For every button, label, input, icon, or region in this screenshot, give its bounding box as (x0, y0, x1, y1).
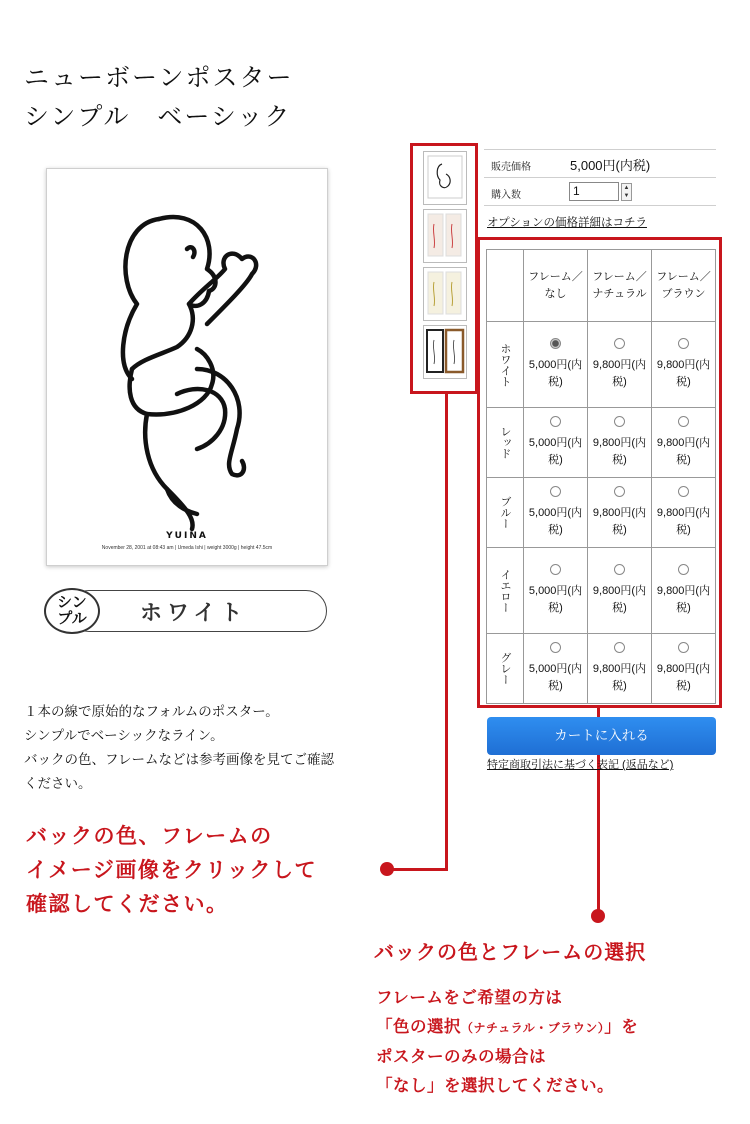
option-cell[interactable] (652, 478, 716, 548)
select-note-title: バックの色とフレームの選択 (374, 942, 647, 964)
description-line: １本の線で原始的なフォルムのポスター。 (24, 704, 279, 719)
option-radio[interactable] (678, 416, 689, 427)
description-line: バックの色、フレームなどは参考画像を見てご確認 (24, 752, 334, 767)
option-price: 9,800円(内税) (592, 663, 647, 692)
option-price: 5,000円(内税) (528, 507, 583, 536)
quantity-stepper[interactable]: ▲ ▼ (621, 183, 632, 201)
options-detail-link[interactable]: オプションの価格詳細はコチラ (487, 217, 647, 229)
option-radio[interactable] (614, 642, 625, 653)
poster-preview-image (46, 168, 328, 566)
header-frame-none: フレーム／なし (524, 250, 588, 322)
option-cell[interactable] (652, 408, 716, 478)
thumbnail-strip (410, 143, 478, 394)
price-value: 5,000円(内税) (570, 158, 651, 173)
row-color-label: イエロー (487, 548, 524, 634)
note-line: イメージ画像をクリックして (26, 859, 318, 882)
option-radio[interactable] (678, 564, 689, 575)
page-subtitle: シンプル ベーシック (24, 102, 292, 131)
row-color-label: レッド (487, 408, 524, 478)
divider (484, 177, 716, 178)
table-row (487, 548, 716, 634)
poster-birth-details: November 28, 2001 at 08:43 am | Umeda Ishi | weight 3000g | height 47.5cm (101, 545, 273, 551)
option-radio[interactable] (550, 486, 561, 497)
option-radio[interactable] (550, 564, 561, 575)
option-cell[interactable] (652, 322, 716, 408)
option-cell[interactable] (524, 548, 588, 634)
divider (484, 149, 716, 150)
thumbnail-frames[interactable] (423, 325, 467, 379)
description-line: ください。 (24, 776, 92, 791)
badge-circle (44, 588, 100, 634)
callout-dot-table (591, 909, 605, 923)
option-cell[interactable] (652, 548, 716, 634)
callout-dot (380, 862, 394, 876)
header-frame-natural: フレーム／ナチュラル (588, 250, 652, 322)
thumbnail-white[interactable] (423, 151, 467, 205)
badge-circle-line1: シン (57, 594, 87, 611)
thumbnail-red[interactable] (423, 209, 467, 263)
table-row (487, 408, 716, 478)
badge-color-label: ホワイト (140, 600, 248, 625)
option-cell[interactable] (524, 408, 588, 478)
option-cell[interactable] (588, 408, 652, 478)
note-line: ポスターのみの場合は (376, 1048, 546, 1066)
option-radio[interactable] (614, 486, 625, 497)
option-price: 5,000円(内税) (528, 359, 583, 388)
row-color-label: グレー (487, 634, 524, 704)
option-radio[interactable] (614, 564, 625, 575)
option-radio[interactable] (550, 642, 561, 653)
baby-line-illustration (47, 169, 329, 567)
quantity-label: 購入数 (491, 190, 521, 201)
note-line: 「色の選択（ナチュラル・ブラウン）」を (376, 1018, 639, 1036)
product-description (24, 700, 414, 796)
divider (484, 205, 716, 206)
row-color-label: ブルー (487, 478, 524, 548)
option-radio[interactable] (678, 642, 689, 653)
option-price: 9,800円(内税) (656, 585, 711, 614)
option-price: 5,000円(内税) (528, 585, 583, 614)
badge-circle-line2: プル (57, 610, 87, 627)
option-cell[interactable] (524, 478, 588, 548)
options-table-highlight (477, 237, 722, 708)
option-cell[interactable] (524, 322, 588, 408)
option-price: 5,000円(内税) (528, 663, 583, 692)
option-price: 9,800円(内税) (656, 507, 711, 536)
price-label: 販売価格 (491, 162, 531, 173)
thumbnail-yellow[interactable] (423, 267, 467, 321)
option-cell[interactable] (652, 634, 716, 704)
option-price: 9,800円(内税) (592, 437, 647, 466)
table-row (487, 322, 716, 408)
option-price: 9,800円(内税) (656, 663, 711, 692)
option-cell[interactable] (588, 634, 652, 704)
select-note (376, 984, 638, 1101)
option-price: 9,800円(内税) (656, 437, 711, 466)
header-frame-brown: フレーム／ブラウン (652, 250, 716, 322)
option-price: 9,800円(内税) (656, 359, 711, 388)
page-title: ニューボーンポスター (24, 63, 294, 92)
quantity-input[interactable]: 1 (569, 182, 619, 201)
option-price: 5,000円(内税) (528, 437, 583, 466)
option-cell[interactable] (588, 548, 652, 634)
options-table (486, 249, 716, 704)
option-radio[interactable] (678, 486, 689, 497)
option-cell[interactable] (588, 322, 652, 408)
note-line: 「なし」を選択してください。 (376, 1077, 614, 1095)
option-radio[interactable] (550, 338, 561, 349)
option-price: 9,800円(内税) (592, 359, 647, 388)
note-line: 確認してください。 (26, 893, 229, 916)
option-radio[interactable] (550, 416, 561, 427)
option-radio[interactable] (614, 416, 625, 427)
poster-baby-name: YUINA (166, 531, 208, 541)
table-row (487, 634, 716, 704)
option-cell[interactable] (524, 634, 588, 704)
commerce-law-link[interactable]: 特定商取引法に基づく表記 (返品など) (487, 759, 674, 771)
option-price: 9,800円(内税) (592, 585, 647, 614)
note-line: フレームをご希望の方は (376, 989, 563, 1007)
callout-line-horizontal (386, 868, 448, 871)
callout-line-vertical (445, 394, 448, 871)
description-line: シンプルでベーシックなライン。 (24, 728, 224, 743)
add-to-cart-button[interactable]: カートに入れる (487, 717, 716, 755)
option-cell[interactable] (588, 478, 652, 548)
style-badge (44, 588, 327, 634)
note-line: バックの色、フレームの (26, 825, 273, 848)
option-radio[interactable] (678, 338, 689, 349)
header-empty (487, 250, 524, 322)
option-radio[interactable] (614, 338, 625, 349)
table-row (487, 478, 716, 548)
option-price: 9,800円(内税) (592, 507, 647, 536)
click-image-note (26, 820, 317, 922)
row-color-label: ホワイト (487, 322, 524, 408)
